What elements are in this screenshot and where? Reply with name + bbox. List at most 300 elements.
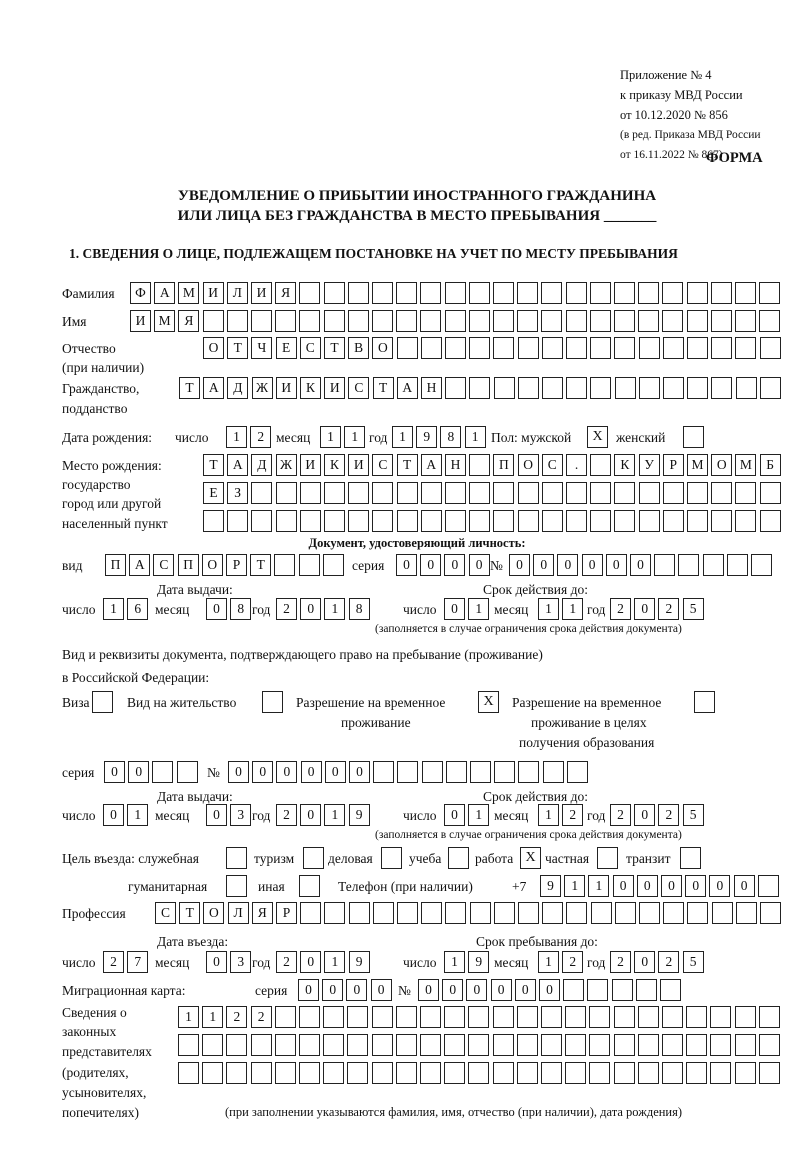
char-cell[interactable]: 0 [442,979,463,1001]
char-cell[interactable]: 3 [230,804,251,826]
char-cell[interactable]: И [276,377,297,399]
char-cell[interactable] [751,554,772,576]
char-cell[interactable] [565,1034,586,1056]
char-cell[interactable]: 2 [103,951,124,973]
char-cell[interactable] [663,482,684,504]
char-cell[interactable]: 0 [634,804,655,826]
char-cell[interactable] [468,1034,489,1056]
char-cell[interactable] [711,282,732,304]
char-cell[interactable] [518,337,539,359]
char-cell[interactable] [421,482,442,504]
char-cell[interactable]: 0 [444,554,465,576]
char-cell[interactable]: Ч [251,337,272,359]
char-cell[interactable] [615,902,636,924]
char-cell[interactable] [687,282,708,304]
char-cell[interactable]: Р [226,554,247,576]
char-cell[interactable]: С [153,554,174,576]
char-cell[interactable] [760,377,781,399]
char-cell[interactable] [493,510,514,532]
char-cell[interactable]: 0 [661,875,682,897]
char-cell[interactable]: Е [203,482,224,504]
char-cell[interactable]: А [129,554,150,576]
char-cell[interactable] [348,510,369,532]
char-cell[interactable] [735,282,756,304]
purpose-business-checkbox[interactable] [381,847,402,869]
char-cell[interactable] [178,1062,199,1084]
char-cell[interactable] [542,377,563,399]
char-cell[interactable] [324,282,345,304]
char-cell[interactable] [420,310,441,332]
char-cell[interactable] [542,337,563,359]
char-cell[interactable] [493,1034,514,1056]
char-cell[interactable] [251,482,272,504]
char-cell[interactable] [300,902,321,924]
char-cell[interactable] [347,1034,368,1056]
char-cell[interactable]: Д [227,377,248,399]
char-cell[interactable] [445,902,466,924]
char-cell[interactable]: 1 [468,804,489,826]
char-cell[interactable] [735,482,756,504]
char-cell[interactable] [735,510,756,532]
char-cell[interactable] [324,482,345,504]
char-cell[interactable] [566,902,587,924]
char-cell[interactable]: 0 [491,979,512,1001]
char-cell[interactable]: 1 [202,1006,223,1028]
char-cell[interactable] [663,510,684,532]
char-cell[interactable] [566,377,587,399]
char-cell[interactable] [469,454,490,476]
char-cell[interactable]: 0 [469,554,490,576]
char-cell[interactable] [348,482,369,504]
char-cell[interactable] [614,310,635,332]
char-cell[interactable] [710,1034,731,1056]
char-cell[interactable] [470,761,491,783]
char-cell[interactable] [736,902,757,924]
char-cell[interactable]: М [687,454,708,476]
char-cell[interactable]: 0 [420,554,441,576]
char-cell[interactable] [590,510,611,532]
char-cell[interactable]: Я [178,310,199,332]
char-cell[interactable]: П [105,554,126,576]
char-cell[interactable]: С [372,454,393,476]
char-cell[interactable]: О [202,554,223,576]
char-cell[interactable]: 0 [444,804,465,826]
char-cell[interactable]: 1 [324,598,345,620]
char-cell[interactable]: 0 [228,761,249,783]
char-cell[interactable] [518,902,539,924]
char-cell[interactable]: Л [228,902,249,924]
char-cell[interactable] [517,1034,538,1056]
char-cell[interactable]: О [203,902,224,924]
char-cell[interactable]: 1 [226,426,247,448]
char-cell[interactable]: 5 [683,951,704,973]
char-cell[interactable]: А [421,454,442,476]
char-cell[interactable]: Я [275,282,296,304]
char-cell[interactable]: Т [373,377,394,399]
char-cell[interactable]: 3 [230,951,251,973]
char-cell[interactable]: 1 [344,426,365,448]
char-cell[interactable] [227,510,248,532]
char-cell[interactable] [710,1006,731,1028]
char-cell[interactable] [567,761,588,783]
char-cell[interactable]: 0 [637,875,658,897]
char-cell[interactable]: 2 [610,804,631,826]
char-cell[interactable]: У [639,454,660,476]
char-cell[interactable] [469,282,490,304]
char-cell[interactable] [444,1062,465,1084]
char-cell[interactable]: 0 [509,554,530,576]
char-cell[interactable] [686,1006,707,1028]
char-cell[interactable]: 1 [564,875,585,897]
char-cell[interactable] [678,554,699,576]
char-cell[interactable] [276,510,297,532]
char-cell[interactable]: 0 [685,875,706,897]
char-cell[interactable]: В [348,337,369,359]
char-cell[interactable]: 0 [128,761,149,783]
char-cell[interactable]: О [518,454,539,476]
char-cell[interactable]: 1 [538,951,559,973]
char-cell[interactable]: 0 [539,979,560,1001]
char-cell[interactable] [686,1034,707,1056]
char-cell[interactable] [541,1062,562,1084]
char-cell[interactable]: 1 [465,426,486,448]
char-cell[interactable]: 0 [418,979,439,1001]
char-cell[interactable] [493,482,514,504]
char-cell[interactable]: С [348,377,369,399]
char-cell[interactable]: 1 [103,598,124,620]
char-cell[interactable]: 1 [538,804,559,826]
char-cell[interactable] [759,310,780,332]
char-cell[interactable] [735,1006,756,1028]
char-cell[interactable] [493,1062,514,1084]
char-cell[interactable] [152,761,173,783]
char-cell[interactable]: 8 [440,426,461,448]
char-cell[interactable] [638,1062,659,1084]
char-cell[interactable] [712,902,733,924]
char-cell[interactable] [493,282,514,304]
char-cell[interactable]: М [178,282,199,304]
char-cell[interactable]: 1 [127,804,148,826]
char-cell[interactable] [517,310,538,332]
char-cell[interactable] [735,1034,756,1056]
char-cell[interactable] [662,310,683,332]
char-cell[interactable]: 9 [540,875,561,897]
char-cell[interactable] [203,510,224,532]
char-cell[interactable] [565,1006,586,1028]
char-cell[interactable] [324,510,345,532]
char-cell[interactable]: Н [445,454,466,476]
char-cell[interactable] [654,554,675,576]
char-cell[interactable] [469,377,490,399]
char-cell[interactable]: А [154,282,175,304]
char-cell[interactable] [468,1006,489,1028]
char-cell[interactable] [541,1034,562,1056]
char-cell[interactable] [662,1062,683,1084]
char-cell[interactable] [469,337,490,359]
char-cell[interactable] [421,510,442,532]
char-cell[interactable] [566,337,587,359]
char-cell[interactable] [372,1034,393,1056]
char-cell[interactable] [323,1034,344,1056]
char-cell[interactable] [638,1034,659,1056]
char-cell[interactable] [543,761,564,783]
char-cell[interactable] [614,482,635,504]
char-cell[interactable] [639,377,660,399]
char-cell[interactable] [445,510,466,532]
char-cell[interactable]: 1 [178,1006,199,1028]
char-cell[interactable] [299,1062,320,1084]
char-cell[interactable]: 0 [322,979,343,1001]
char-cell[interactable]: М [735,454,756,476]
char-cell[interactable]: Т [203,454,224,476]
char-cell[interactable]: 7 [127,951,148,973]
char-cell[interactable] [493,337,514,359]
char-cell[interactable]: 1 [538,598,559,620]
char-cell[interactable] [542,902,563,924]
char-cell[interactable]: М [154,310,175,332]
char-cell[interactable] [396,1034,417,1056]
char-cell[interactable]: 2 [250,426,271,448]
char-cell[interactable] [687,482,708,504]
char-cell[interactable] [760,902,781,924]
char-cell[interactable] [735,337,756,359]
char-cell[interactable] [396,310,417,332]
char-cell[interactable]: 0 [533,554,554,576]
char-cell[interactable]: Т [250,554,271,576]
char-cell[interactable] [614,1034,635,1056]
edu-residence-checkbox[interactable] [694,691,715,713]
char-cell[interactable]: И [324,377,345,399]
char-cell[interactable] [735,1062,756,1084]
char-cell[interactable]: 8 [230,598,251,620]
char-cell[interactable] [614,510,635,532]
char-cell[interactable]: 0 [104,761,125,783]
char-cell[interactable] [420,1034,441,1056]
char-cell[interactable]: 1 [444,951,465,973]
char-cell[interactable]: 2 [226,1006,247,1028]
char-cell[interactable] [711,337,732,359]
char-cell[interactable] [299,1006,320,1028]
char-cell[interactable] [615,377,636,399]
char-cell[interactable]: О [372,337,393,359]
char-cell[interactable] [660,979,681,1001]
char-cell[interactable] [372,1006,393,1028]
char-cell[interactable]: 0 [300,951,321,973]
char-cell[interactable] [589,1006,610,1028]
char-cell[interactable]: 8 [349,598,370,620]
char-cell[interactable]: 0 [557,554,578,576]
char-cell[interactable]: 2 [610,951,631,973]
char-cell[interactable]: 9 [349,951,370,973]
char-cell[interactable] [759,1062,780,1084]
char-cell[interactable] [299,554,320,576]
char-cell[interactable] [590,482,611,504]
purpose-tourism-checkbox[interactable] [303,847,324,869]
char-cell[interactable]: 2 [610,598,631,620]
char-cell[interactable] [177,761,198,783]
char-cell[interactable]: Е [276,337,297,359]
char-cell[interactable]: Р [276,902,297,924]
char-cell[interactable]: 0 [301,761,322,783]
char-cell[interactable] [324,310,345,332]
char-cell[interactable]: О [203,337,224,359]
char-cell[interactable] [300,482,321,504]
char-cell[interactable] [372,282,393,304]
char-cell[interactable]: 0 [515,979,536,1001]
char-cell[interactable]: Т [179,902,200,924]
char-cell[interactable]: С [300,337,321,359]
char-cell[interactable] [727,554,748,576]
char-cell[interactable] [711,310,732,332]
char-cell[interactable]: Д [251,454,272,476]
char-cell[interactable]: 0 [206,598,227,620]
char-cell[interactable] [275,1006,296,1028]
char-cell[interactable] [469,510,490,532]
char-cell[interactable] [518,761,539,783]
visa-checkbox[interactable] [92,691,113,713]
char-cell[interactable] [275,1062,296,1084]
char-cell[interactable]: П [493,454,514,476]
char-cell[interactable] [470,902,491,924]
char-cell[interactable] [323,1006,344,1028]
char-cell[interactable]: И [203,282,224,304]
char-cell[interactable] [373,902,394,924]
temp-residence-checkbox[interactable]: X [478,691,499,713]
char-cell[interactable] [420,1062,441,1084]
char-cell[interactable]: 2 [658,804,679,826]
char-cell[interactable] [565,1062,586,1084]
char-cell[interactable] [587,979,608,1001]
char-cell[interactable] [494,761,515,783]
char-cell[interactable] [397,482,418,504]
char-cell[interactable] [614,282,635,304]
char-cell[interactable]: 0 [634,951,655,973]
char-cell[interactable] [541,282,562,304]
char-cell[interactable] [421,902,442,924]
char-cell[interactable] [444,1034,465,1056]
char-cell[interactable] [711,482,732,504]
char-cell[interactable] [639,482,660,504]
char-cell[interactable]: 0 [325,761,346,783]
char-cell[interactable] [372,310,393,332]
char-cell[interactable] [251,1034,272,1056]
char-cell[interactable]: 0 [103,804,124,826]
char-cell[interactable] [663,337,684,359]
char-cell[interactable]: А [203,377,224,399]
char-cell[interactable]: 1 [588,875,609,897]
char-cell[interactable] [638,310,659,332]
char-cell[interactable] [566,310,587,332]
char-cell[interactable]: 2 [276,804,297,826]
char-cell[interactable]: И [348,454,369,476]
char-cell[interactable]: 2 [658,951,679,973]
char-cell[interactable] [589,1034,610,1056]
char-cell[interactable]: 0 [300,804,321,826]
char-cell[interactable] [348,282,369,304]
char-cell[interactable] [251,510,272,532]
purpose-transit-checkbox[interactable] [680,847,701,869]
char-cell[interactable] [563,979,584,1001]
char-cell[interactable] [518,377,539,399]
char-cell[interactable] [445,310,466,332]
char-cell[interactable] [711,377,732,399]
char-cell[interactable]: 0 [276,761,297,783]
char-cell[interactable] [614,1006,635,1028]
char-cell[interactable] [226,1034,247,1056]
char-cell[interactable] [397,761,418,783]
char-cell[interactable] [422,761,443,783]
char-cell[interactable] [421,337,442,359]
char-cell[interactable]: Т [227,337,248,359]
char-cell[interactable] [591,902,612,924]
char-cell[interactable]: И [130,310,151,332]
char-cell[interactable]: К [614,454,635,476]
char-cell[interactable]: 6 [127,598,148,620]
char-cell[interactable] [494,902,515,924]
char-cell[interactable] [711,510,732,532]
char-cell[interactable] [566,282,587,304]
char-cell[interactable]: 0 [582,554,603,576]
char-cell[interactable] [542,482,563,504]
char-cell[interactable] [275,1034,296,1056]
char-cell[interactable]: 0 [634,598,655,620]
char-cell[interactable] [638,282,659,304]
char-cell[interactable] [759,1034,780,1056]
char-cell[interactable] [517,1062,538,1084]
char-cell[interactable] [446,761,467,783]
char-cell[interactable] [468,1062,489,1084]
char-cell[interactable]: 2 [562,951,583,973]
purpose-work-checkbox[interactable]: X [520,847,541,869]
char-cell[interactable] [663,902,684,924]
purpose-private-checkbox[interactable] [597,847,618,869]
char-cell[interactable] [590,377,611,399]
char-cell[interactable] [590,282,611,304]
char-cell[interactable] [518,510,539,532]
char-cell[interactable] [445,282,466,304]
char-cell[interactable] [687,902,708,924]
char-cell[interactable] [226,1062,247,1084]
char-cell[interactable] [662,1006,683,1028]
char-cell[interactable]: О [711,454,732,476]
char-cell[interactable] [251,1062,272,1084]
char-cell[interactable] [638,1006,659,1028]
char-cell[interactable]: 5 [683,804,704,826]
purpose-study-checkbox[interactable] [448,847,469,869]
char-cell[interactable] [397,510,418,532]
char-cell[interactable] [445,377,466,399]
char-cell[interactable] [686,1062,707,1084]
char-cell[interactable] [494,377,515,399]
sex-female-checkbox[interactable] [683,426,704,448]
purpose-service-checkbox[interactable] [226,847,247,869]
char-cell[interactable] [396,282,417,304]
char-cell[interactable]: П [178,554,199,576]
char-cell[interactable]: Я [252,902,273,924]
char-cell[interactable] [687,337,708,359]
char-cell[interactable] [760,482,781,504]
char-cell[interactable]: 1 [392,426,413,448]
char-cell[interactable] [397,902,418,924]
char-cell[interactable] [758,875,779,897]
char-cell[interactable]: 0 [709,875,730,897]
char-cell[interactable] [639,337,660,359]
char-cell[interactable] [589,1062,610,1084]
char-cell[interactable] [612,979,633,1001]
char-cell[interactable]: 0 [300,598,321,620]
char-cell[interactable]: 0 [613,875,634,897]
char-cell[interactable]: Н [421,377,442,399]
